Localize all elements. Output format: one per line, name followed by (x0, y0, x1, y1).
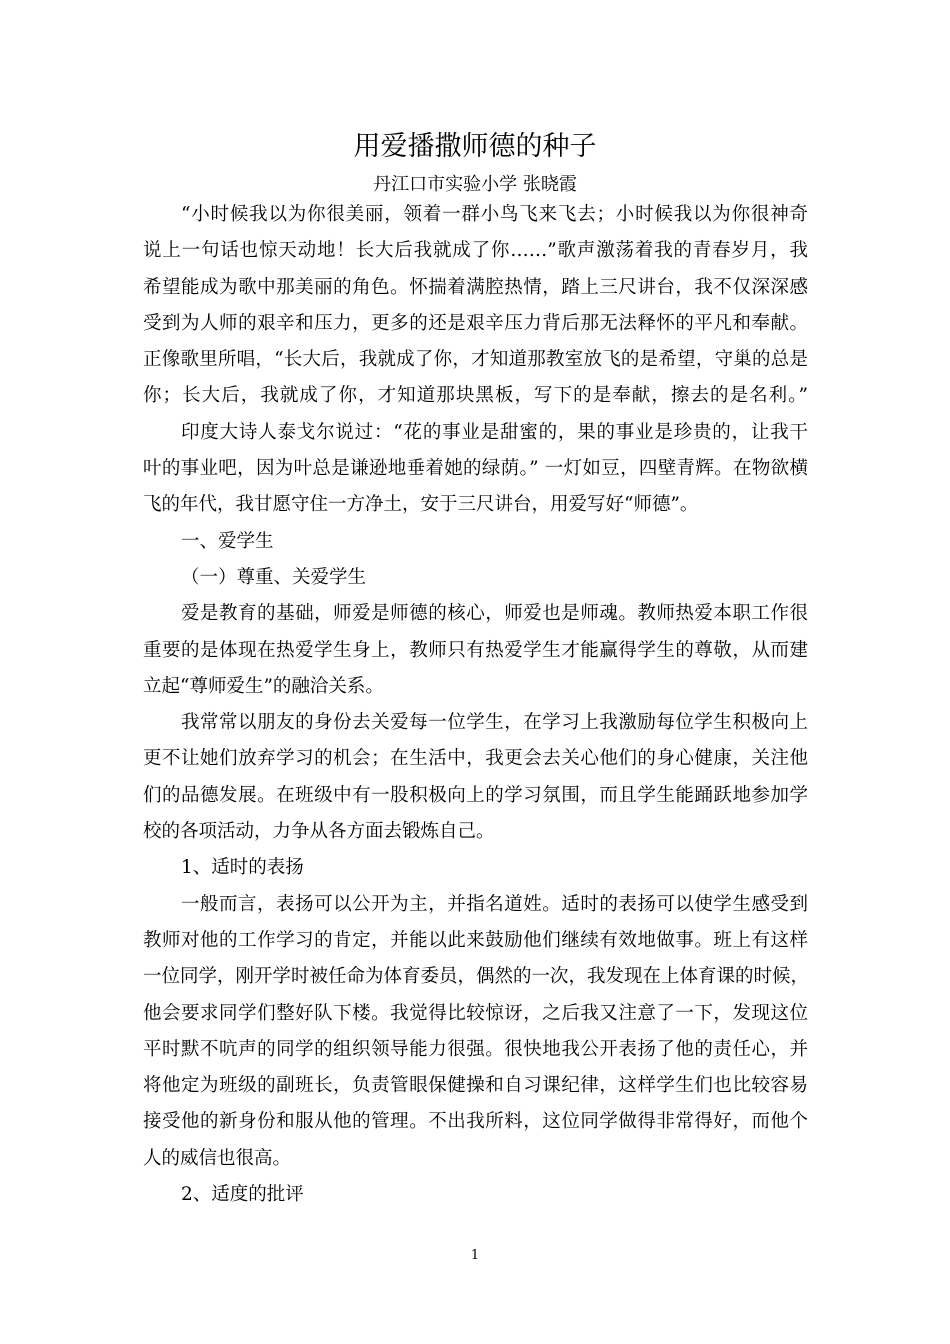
text-line: （一）尊重、关爱学生 (181, 566, 367, 588)
text-line: 飞的年代，我甘愿守住一方净土，安于三尺讲台，用爱写好“师德”。 (143, 494, 699, 516)
text-line: 一、爱学生 (181, 530, 274, 552)
text-line: 印度大诗人泰戈尔说过：“花的事业是甜蜜的，果的事业是珍贵的，让我干 (181, 421, 808, 443)
text-line: 教师对他的工作学习的肯定，并能以此来鼓励他们继续有效地做事。班上有这样 (143, 929, 808, 951)
text-line: 接受他的新身份和服从他的管理。不出我所料，这位同学做得非常得好，而他个 (143, 1111, 808, 1133)
text-line: 一般而言，表扬可以公开为主，并指名道姓。适时的表扬可以使学生感受到 (181, 893, 808, 915)
text-line: 希望能成为歌中那美丽的角色。怀揣着满腔热情，踏上三尺讲台，我不仅深深感 (143, 276, 808, 298)
text-line: 你；长大后，我就成了你，才知道那块黑板，写下的是奉献，擦去的是名利。” (143, 385, 808, 407)
text-line: 更不让她们放弃学习的机会；在生活中，我更会去关心他们的身心健康，关注他 (143, 748, 808, 770)
text-line: 叶的事业吧，因为叶总是谦逊地垂着她的绿荫。” 一灯如豆，四壁青辉。在物欲横 (143, 458, 808, 480)
text-line: 平时默不吭声的同学的组织领导能力很强。很快地我公开表扬了他的责任心，并 (143, 1038, 808, 1060)
page-number: 1 (470, 1248, 480, 1263)
text-line: 人的威信也很高。 (143, 1147, 292, 1169)
text-line: 爱是教育的基础，师爱是师德的核心，师爱也是师魂。教师热爱本职工作很 (181, 603, 808, 625)
text-line: 2、适度的批评 (181, 1184, 304, 1206)
text-line: 重要的是体现在热爱学生身上，教师只有热爱学生才能赢得学生的尊敬，从而建 (143, 639, 808, 661)
text-line: 他会要求同学们整好队下楼。我觉得比较惊讶，之后我又注意了一下，发现这位 (143, 1002, 808, 1024)
document-title: 用爱播撒师德的种子 (353, 131, 597, 162)
text-line: 说上一句话也惊天动地！长大后我就成了你……”歌声激荡着我的青春岁月，我 (143, 240, 808, 262)
text-line: 立起“尊师爱生”的融洽关系。 (143, 675, 384, 697)
text-line: 们的品德发展。在班级中有一股积极向上的学习氛围，而且学生能踊跃地参加学 (143, 784, 808, 806)
text-line: 受到为人师的艰辛和压力，更多的还是艰辛压力背后那无法释怀的平凡和奉献。 (143, 312, 808, 334)
text-line: 正像歌里所唱，“长大后，我就成了你，才知道那教室放飞的是希望，守巢的总是 (143, 349, 808, 371)
text-line: 1、适时的表扬 (181, 857, 304, 879)
text-line: 校的各项活动，力争从各方面去锻炼自己。 (143, 821, 495, 843)
text-line: 我常常以朋友的身份去关爱每一位学生，在学习上我激励每位学生积极向上 (181, 712, 808, 734)
document-body (143, 197, 808, 1213)
text-line: “小时候我以为你很美丽，领着一群小鸟飞来飞去；小时候我以为你很神奇 (181, 204, 808, 225)
document-author: 丹江口市实验小学 张晓霞 (373, 174, 577, 195)
text-line: 一位同学，刚开学时被任命为体育委员，偶然的一次，我发现在上体育课的时候， (143, 966, 810, 988)
text-line: 将他定为班级的副班长，负责管眼保健操和自习课纪律，这样学生们也比较容易 (143, 1075, 808, 1097)
